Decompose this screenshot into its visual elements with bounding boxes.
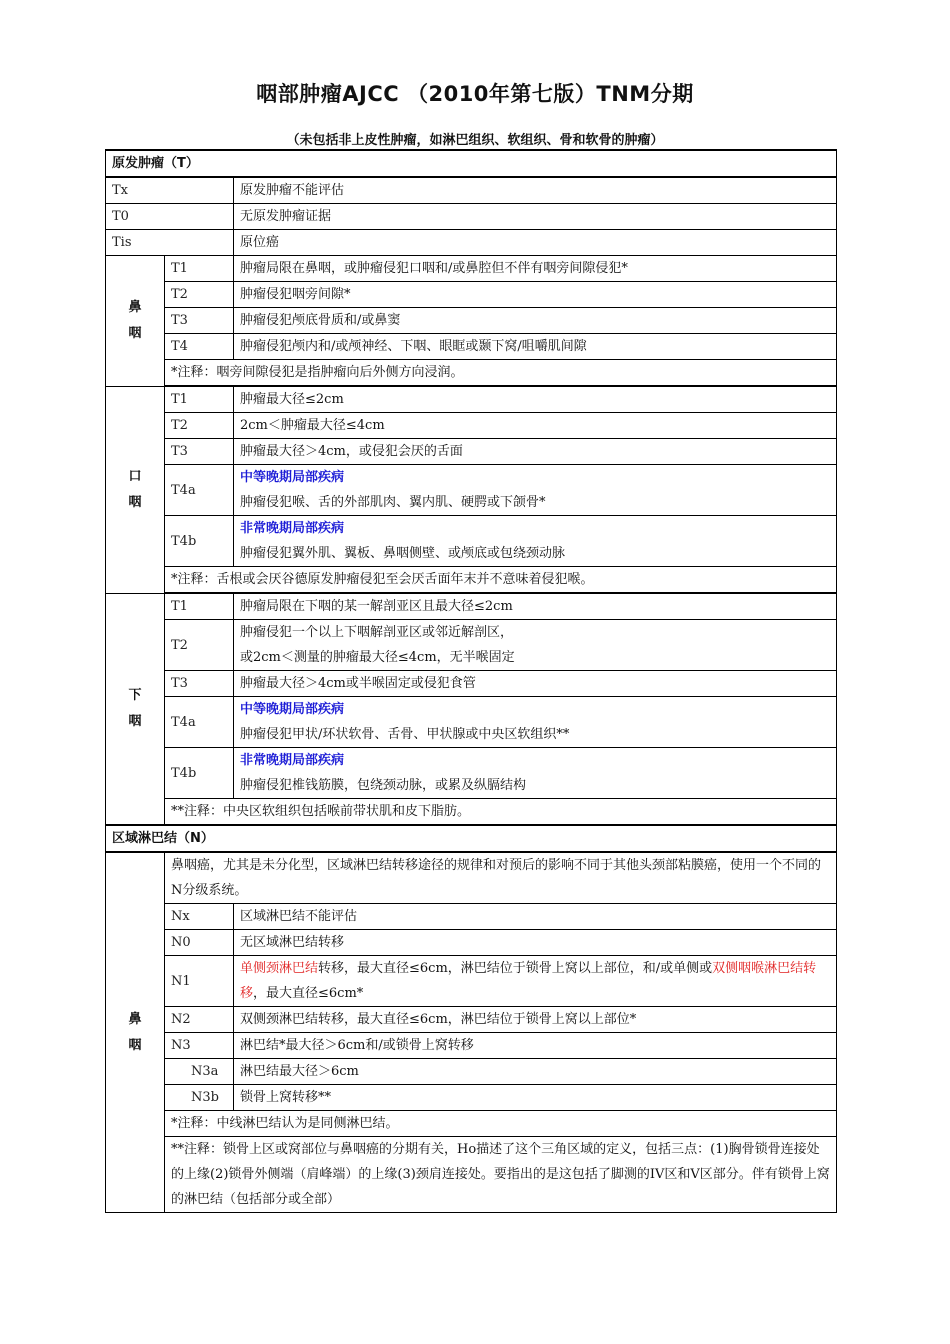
table-row [106, 413, 837, 439]
t-code: T2 [165, 282, 234, 308]
t-code: T4a [165, 465, 234, 516]
site-nasopharynx [106, 256, 165, 387]
table-row [106, 593, 837, 620]
t-code: T3 [165, 308, 234, 334]
table-row [106, 852, 837, 904]
t-code: T1 [165, 256, 234, 282]
table-row [106, 567, 837, 594]
n-code: N2 [165, 1007, 234, 1033]
t2-line2: 或2cm＜测量的肿瘤最大径≤4cm，无半喉固定 [240, 650, 515, 665]
site-char: 下 [128, 687, 142, 703]
t-desc: 肿瘤侵犯颅底骨质和/或鼻窦 [234, 308, 837, 334]
n-section-header: 区域淋巴结（N） [106, 825, 837, 852]
table-row [106, 360, 837, 387]
t4a-heading: 中等晚期局部疾病 [240, 470, 345, 485]
page-subtitle: （未包括非上皮性肿瘤，如淋巴组织、软组织、骨和软骨的肿瘤） [286, 133, 664, 148]
table-row [106, 204, 837, 230]
n1-red-text: 单侧颈淋巴结 [240, 961, 319, 976]
table-row [106, 620, 837, 671]
n-note-2: **注释：锁骨上区或窝部位与鼻咽癌的分期有关，Ho描述了这个三角区域的定义，包括三点：(1)胸骨锁骨连接处的上缘(2)锁骨外侧端（肩峰端）的上缘(3)颈肩连接处。要指出的是这包括了脚测的IV区和V区部分。伴有锁骨上窝的淋巴结（包括部分或全部） [165, 1137, 837, 1213]
n-code: N1 [165, 956, 234, 1007]
n-desc [234, 956, 837, 1007]
t-code: T4a [165, 697, 234, 748]
site-char: 鼻 [128, 1011, 142, 1027]
table-row [106, 956, 837, 1007]
t4a-heading: 中等晚期局部疾病 [240, 702, 345, 717]
t-desc: 肿瘤局限在下咽的某一解剖亚区且最大径≤2cm [234, 593, 837, 620]
site-char: 咽 [128, 325, 142, 341]
n-code: Nx [165, 904, 234, 930]
table-row [106, 1137, 837, 1213]
site-char: 鼻 [128, 299, 142, 315]
t4b-heading: 非常晚期局部疾病 [240, 521, 345, 536]
t-desc: 肿瘤最大径＞4cm或半喉固定或侵犯食管 [234, 671, 837, 697]
t-desc: 肿瘤最大径＞4cm，或侵犯会厌的舌面 [234, 439, 837, 465]
table-row [106, 177, 837, 204]
site-nasopharynx-n [106, 852, 165, 1213]
t-desc: 原位癌 [234, 230, 837, 256]
t4a-desc: 肿瘤侵犯喉、舌的外部肌肉、翼内肌、硬腭或下颌骨* [240, 495, 546, 510]
t-code: T3 [165, 439, 234, 465]
hypopharynx-note: **注释：中央区软组织包括喉前带状肌和皮下脂肪。 [165, 799, 837, 826]
t4b-heading: 非常晚期局部疾病 [240, 753, 345, 768]
table-row [106, 1007, 837, 1033]
table-row [106, 748, 837, 799]
table-row [106, 386, 837, 413]
t-code: T2 [165, 620, 234, 671]
n-code: N0 [165, 930, 234, 956]
t-desc: 肿瘤侵犯颅内和/或颅神经、下咽、眼眶或颞下窝/咀嚼肌间隙 [234, 334, 837, 360]
t-code: T3 [165, 671, 234, 697]
t-desc: 肿瘤侵犯咽旁间隙* [234, 282, 837, 308]
t4a-desc: 肿瘤侵犯甲状/环状软骨、舌骨、甲状腺或中央区软组织** [240, 727, 570, 742]
t-desc: 2cm＜肿瘤最大径≤4cm [234, 413, 837, 439]
n-note-1: *注释：中线淋巴结认为是同侧淋巴结。 [165, 1111, 837, 1137]
site-char: 咽 [128, 494, 142, 510]
t-desc [234, 620, 837, 671]
table-row [106, 465, 837, 516]
site-char: 咽 [128, 713, 142, 729]
n1-text: 转移，最大直径≤6cm，淋巴结位于锁骨上窝以上部位，和/或单侧或 [318, 961, 713, 976]
t-code: T1 [165, 593, 234, 620]
table-row [106, 697, 837, 748]
table-row [106, 671, 837, 697]
table-row [106, 516, 837, 567]
table-row [106, 1085, 837, 1111]
table-row [106, 439, 837, 465]
table-row [106, 1111, 837, 1137]
t-code: Tx [106, 177, 234, 204]
t-code: T4 [165, 334, 234, 360]
n-desc: 双侧颈淋巴结转移，最大直径≤6cm，淋巴结位于锁骨上窝以上部位* [234, 1007, 837, 1033]
n-code: N3b [165, 1085, 234, 1111]
n1-text: ，最大直径≤6cm* [253, 986, 364, 1001]
t4b-desc: 肿瘤侵犯椎钱筋膜，包绕颈动脉，或累及纵膈结构 [240, 778, 527, 793]
n-desc: 淋巴结最大径＞6cm [234, 1059, 837, 1085]
table-row [106, 256, 837, 282]
t-code: T4b [165, 748, 234, 799]
site-oropharynx [106, 386, 165, 593]
t-desc: 无原发肿瘤证据 [234, 204, 837, 230]
n-desc: 锁骨上窝转移** [234, 1085, 837, 1111]
n-code: N3 [165, 1033, 234, 1059]
t2-line1: 肿瘤侵犯一个以上下咽解剖亚区或邻近解剖区， [240, 625, 514, 640]
page-title: 咽部肿瘤AJCC （2010年第七版）TNM分期 [256, 82, 694, 106]
table-row [106, 334, 837, 360]
t-desc [234, 465, 837, 516]
t4b-desc: 肿瘤侵犯翼外肌、翼板、鼻咽侧壁、或颅底或包绕颈动脉 [240, 546, 566, 561]
table-row [106, 230, 837, 256]
table-row [106, 904, 837, 930]
t-code: T1 [165, 386, 234, 413]
site-hypopharynx [106, 593, 165, 825]
t-code: T0 [106, 204, 234, 230]
n-intro: 鼻咽癌，尤其是未分化型，区域淋巴结转移途径的规律和对预后的影响不同于其他头颈部粘膜癌，使用一个不同的N分级系统。 [165, 852, 837, 904]
table-row [106, 1033, 837, 1059]
t-code: Tis [106, 230, 234, 256]
n-desc: 区域淋巴结不能评估 [234, 904, 837, 930]
table-row [106, 799, 837, 826]
oropharynx-note: *注释：舌根或会厌谷德原发肿瘤侵犯至会厌舌面年末并不意味着侵犯喉。 [165, 567, 837, 594]
table-row [106, 282, 837, 308]
n-code: N3a [165, 1059, 234, 1085]
t-desc [234, 748, 837, 799]
table-row [106, 1059, 837, 1085]
n-desc: 淋巴结*最大径＞6cm和/或锁骨上窝转移 [234, 1033, 837, 1059]
nasopharynx-note: *注释：咽旁间隙侵犯是指肿瘤向后外侧方向浸润。 [165, 360, 837, 387]
table-row [106, 308, 837, 334]
table-row [106, 930, 837, 956]
n-desc: 无区域淋巴结转移 [234, 930, 837, 956]
tnm-table [105, 149, 837, 1213]
t-desc: 肿瘤最大径≤2cm [234, 386, 837, 413]
t-section-header: 原发肿瘤（T） [106, 150, 837, 177]
t-code: T4b [165, 516, 234, 567]
t-desc [234, 516, 837, 567]
t-desc: 原发肿瘤不能评估 [234, 177, 837, 204]
n1-red-text: 双侧咽喉淋巴结转移 [240, 961, 817, 1001]
t-code: T2 [165, 413, 234, 439]
t-desc [234, 697, 837, 748]
site-char: 咽 [128, 1037, 142, 1053]
t-desc: 肿瘤局限在鼻咽，或肿瘤侵犯口咽和/或鼻腔但不伴有咽旁间隙侵犯* [234, 256, 837, 282]
site-char: 口 [128, 468, 142, 484]
